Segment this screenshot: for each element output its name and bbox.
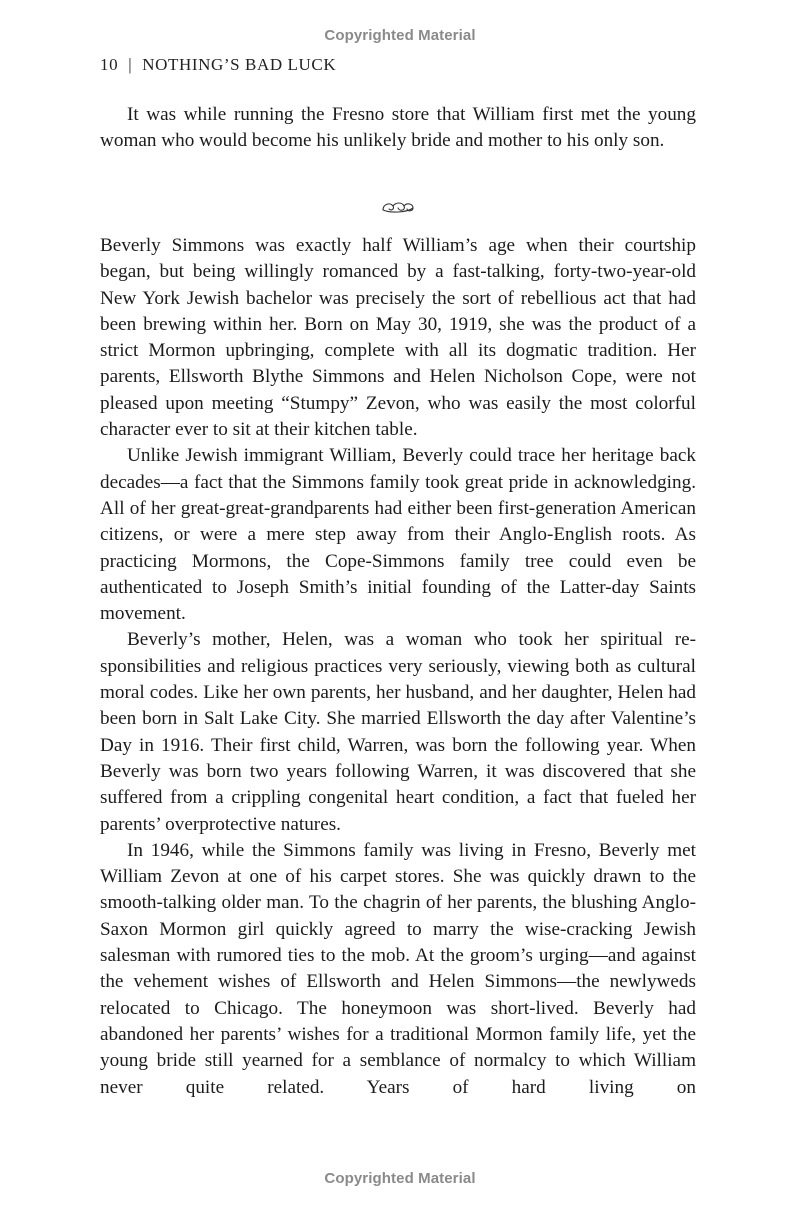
copyright-watermark-bottom: Copyrighted Material: [324, 1170, 476, 1187]
body-paragraph: Beverly Simmons was exactly half William’s age when their courtship began, but being willingly romanced by a fast-talking, forty-two-year-old New York Jewish bachelor was precisely the sort of rebellious act that had been brewing within her. Born on May 30, 1919, she was the product of a strict Mormon upbringing, complete with all its dogmatic tradition. Her parents, Ellsworth Blythe Simmons and Helen Nicholson Cope, were not pleased upon meeting “Stumpy” Zevon, who was easily the most colorful character ever to sit at their kitchen table.: [100, 235, 696, 441]
body-paragraph: In 1946, while the Simmons family was living in Fresno, Beverly met William Zevon at one of his carpet stores. She was quickly drawn to the smooth-talking older man. To the chagrin of her parents, the blushing Anglo-Saxon Mormon girl quickly agreed to marry the wise-cracking Jewish salesman with rumored ties to the mob. At the groom’s urging—and against the vehement wishes of Ellsworth and Helen Simmons—the newlyweds relocated to Chicago. The honeymoon was short-lived. Beverly had abandoned her parents’ wishes for a traditional Mormon family life, yet the young bride still yearned for a semblance of normalcy to which William never quite related. Years of hard living on: [100, 839, 696, 1098]
page-number: 10: [100, 55, 119, 74]
running-head: [100, 55, 336, 75]
section-text: [100, 233, 696, 1101]
opening-paragraph: It was while running the Fresno store that William first met the young woman who would become his unlikely bride and mother to his only son.: [100, 104, 696, 152]
body-paragraph: Unlike Jewish immigrant William, Beverly could trace her heritage back decades—a fact that the Simmons family took great pride in acknowledging. All of her great-great-grandparents had either been first-generation American citizens, or were a mere step away from their Anglo-English roots. As practicing Mormons, the Cope-Simmons family tree could even be authenticated to Joseph Smith’s initial founding of the Latter-day Saints movement.: [100, 445, 696, 625]
running-head-separator: |: [128, 55, 133, 74]
running-head-title: NOTHING’S BAD LUCK: [142, 55, 337, 74]
scroll-ornament-icon: [380, 198, 416, 216]
copyright-watermark-top: Copyrighted Material: [324, 27, 476, 44]
body-paragraph: Beverly’s mother, Helen, was a woman who took her spiritual responsibilities and religious practices very seriously, viewing both as cultural moral codes. Like her own parents, her husband, and her daughter, Helen had been born in Salt Lake City. She married Ellsworth the day after Valentine’s Day in 1916. Their first child, Warren, was born the following year. When Beverly was born two years following Warren, it was discovered that she suffered from a crippling congenital heart condition, a fact that fueled her parents’ overprotective natures.: [100, 629, 696, 835]
opening-paragraph-block: [100, 102, 696, 155]
